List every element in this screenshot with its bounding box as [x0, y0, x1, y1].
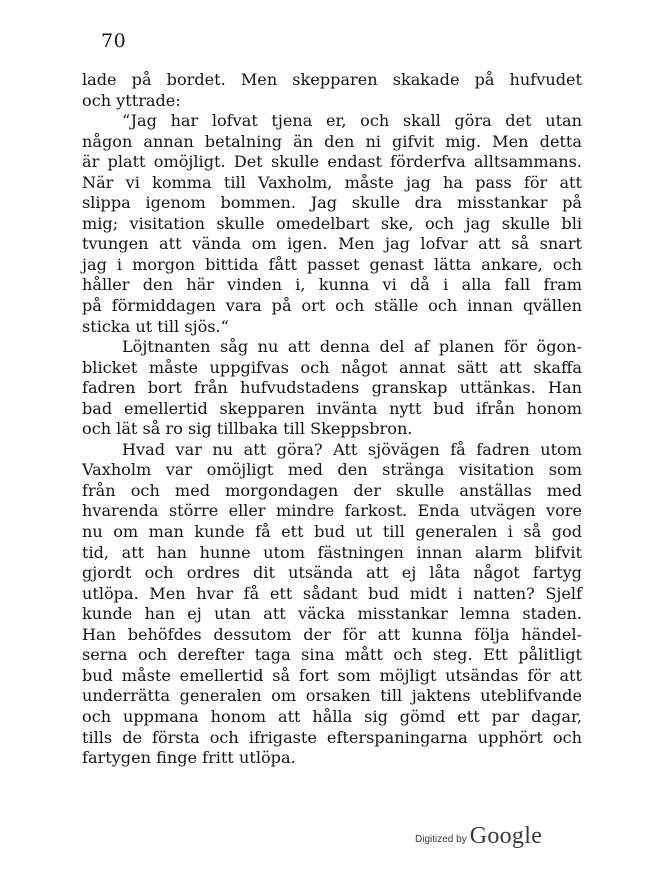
text-line: nu om man kunde få ett bud ut till generalen i så god [82, 522, 582, 542]
page-number: 70 [101, 30, 127, 52]
digitized-by-google-watermark [415, 823, 542, 850]
text-line: och uppmana honom att hålla sig gömd ett par dagar, [82, 706, 582, 726]
text-line: gjordt och ordres dit utsända att ej låta något fartyg [82, 563, 582, 583]
text-line: underrätta generalen om orsaken till jaktens uteblifvande [82, 686, 582, 706]
text-line: blicket måste uppgifvas och något annat sätt att skaffa [82, 357, 582, 377]
text-line: kunde han ej utan att väcka misstankar lemna staden. [82, 604, 582, 624]
body-text [82, 70, 582, 769]
text-line: fartygen finge fritt utlöpa. [82, 748, 296, 768]
text-line: utlöpa. Men hvar få ett sådant bud midt i natten? Sjelf [82, 583, 582, 603]
google-logo: Google [469, 823, 543, 849]
text-line: på förmiddagen vara på ort och ställe och innan qvällen [82, 296, 582, 316]
text-line: håller den här vinden i, kunna vi då i alla fall fram [82, 275, 582, 295]
text-line: Han behöfdes dessutom der för att kunna följa händel- [82, 624, 582, 644]
text-line: Vaxholm var omöjligt med den stränga visitation som [82, 460, 582, 480]
text-line: Löjtnanten såg nu att denna del af planen för ögon- [122, 337, 582, 357]
text-line: fadren bort från hufvudstadens granskap uttänkas. Han [82, 378, 582, 398]
text-line: är platt omöjligt. Det skulle endast förderfva alltsammans. [82, 152, 582, 172]
text-line: bad emellertid skepparen invänta nytt bud ifrån honom [82, 398, 582, 418]
text-line: jag i morgon bittida fått passet genast lätta ankare, och [82, 254, 582, 274]
text-line: När vi komma till Vaxholm, måste jag ha pass för att [82, 172, 582, 192]
text-line: sticka ut till sjös.“ [82, 316, 229, 336]
text-line: från och med morgondagen der skulle anställas med [82, 480, 582, 500]
text-line: serna och derefter taga sina mått och steg. Ett pålitligt [82, 645, 582, 665]
text-line: någon annan betalning än den ni gifvit mig. Men detta [82, 131, 582, 151]
watermark-prefix: Digitized by [415, 834, 467, 845]
text-line: “Jag har lofvat tjena er, och skall göra det utan [122, 111, 582, 131]
text-line: hvarenda större eller mindre farkost. Enda utvägen vore [82, 501, 582, 521]
text-line: och yttrade: [82, 90, 181, 110]
text-line: tvungen att vända om igen. Men jag lofvar att så snart [82, 234, 582, 254]
text-line: bud måste emellertid så fort som möjligt utsändas för att [82, 665, 582, 685]
text-line: och lät så ro sig tillbaka till Skeppsbron. [82, 419, 413, 439]
text-line: tills de första och ifrigaste efterspaningarna upphört och [82, 727, 582, 747]
text-line: Hvad var nu att göra? Att sjövägen få fadren utom [122, 439, 582, 459]
text-line: lade på bordet. Men skepparen skakade på hufvudet [82, 70, 582, 89]
text-line: tid, att han hunne utom fästningen innan alarm blifvit [82, 542, 582, 562]
text-line: slippa igenom bommen. Jag skulle dra misstankar på [82, 193, 582, 213]
text-line: mig; visitation skulle omedelbart ske, och jag skulle bli [82, 213, 582, 233]
